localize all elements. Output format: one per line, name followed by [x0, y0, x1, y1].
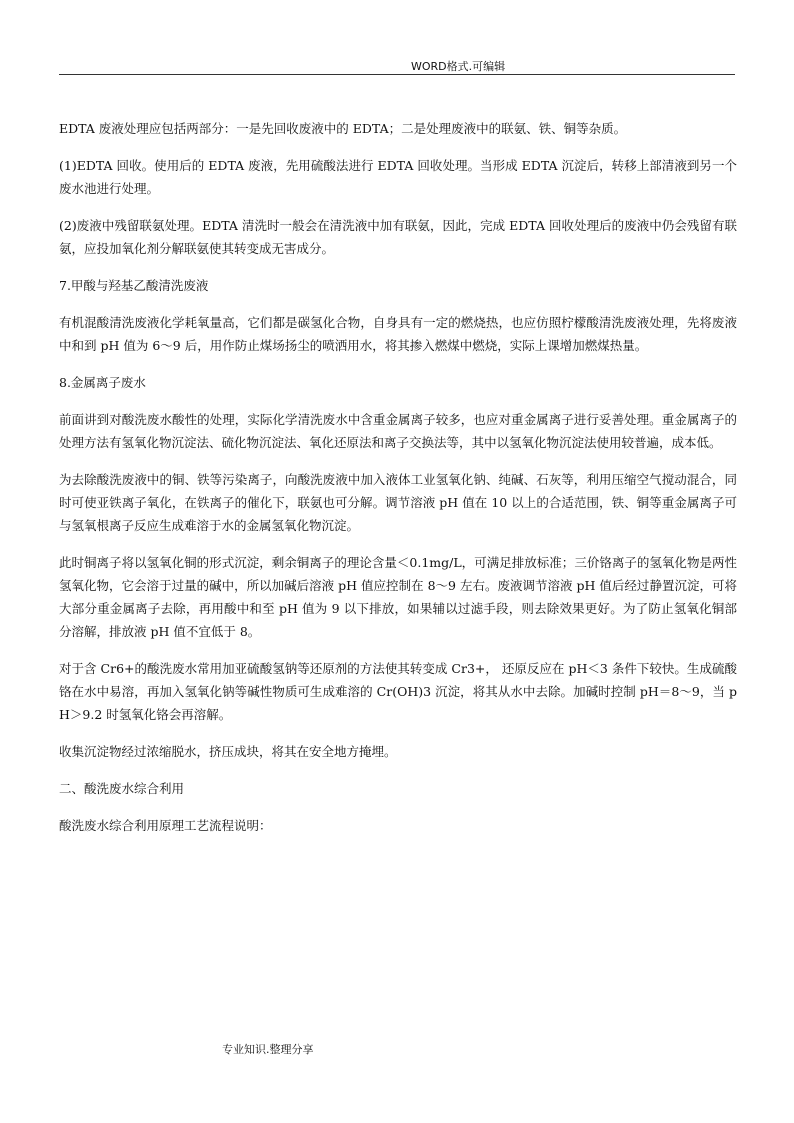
- section-heading-metal-ion: 8.金属离子废水: [59, 375, 146, 390]
- page-footer: 专业知识.整理分享: [222, 1043, 314, 1056]
- paragraph-process-description: 酸洗废水综合利用原理工艺流程说明：: [59, 818, 272, 833]
- paragraph-copper-hydroxide: 此时铜离子将以氢氧化铜的形式沉淀，剩余铜离子的理论含量＜0.1mg/L，可满足排放标准；三价铬离子的氢氧化物是两性氢氧化物，它会溶于过量的碱中，所以加碱后溶液 pH 值应控制在 8～9 左右。废液调节溶液 pH 值后经过静置沉淀，可将大部分重金属离子去除，再用酸中和至 pH 值为 9 以下排放，如果辅以过滤手段，则去除效果更好。为了防止氢氧化铜部分溶解，排放液 pH 值不宜低于 8。: [59, 555, 737, 639]
- paragraph-copper-iron-removal: 为去除酸洗废液中的铜、铁等污染离子，向酸洗废液中加入液体工业氢氧化钠、纯碱、石灰等，利用压缩空气搅动混合，同时可使亚铁离子氧化，在铁离子的催化下，联氨也可分解。调节溶液 pH 值在 10 以上的合适范围，铁、铜等重金属离子可与氢氧根离子反应生成难溶于水的金属氢氧化物沉淀。: [59, 472, 737, 533]
- paragraph-chromium: 对于含 Cr6+的酸洗废水常用加亚硫酸氢钠等还原剂的方法使其转变成 Cr3+， 还原反应在 pH＜3 条件下较快。生成硫酸铬在水中易溶，再加入氢氧化钠等碱性物质可生成难溶的 Cr(OH)3 沉淀，将其从水中去除。加碱时控制 pH＝8～9，当 pH＞9.2 时氢氧化铬会再溶解。: [59, 661, 737, 722]
- paragraph-organic-acid: 有机混酸清洗废液化学耗氧量高，它们都是碳氢化合物，自身具有一定的燃烧热，也应仿照柠檬酸清洗废液处理，先将废液中和到 pH 值为 6～9 后，用作防止煤场扬尘的喷洒用水，将其掺入燃煤中燃烧，实际上课增加燃煤热量。: [59, 315, 737, 353]
- section-heading-utilization: 二、酸洗废水综合利用: [59, 781, 185, 796]
- paragraph-edta-intro: EDTA 废液处理应包括两部分：一是先回收废液中的 EDTA；二是处理废液中的联氨、铁、铜等杂质。: [59, 121, 627, 136]
- section-heading-formic-acid: 7.甲酸与羟基乙酸清洗废液: [59, 278, 209, 293]
- paragraph-edta-recovery: (1)EDTA 回收。使用后的 EDTA 废液，先用硫酸法进行 EDTA 回收处理。当形成 EDTA 沉淀后，转移上部清液到另一个废水池进行处理。: [59, 158, 737, 196]
- document-body: [59, 117, 737, 851]
- header-text: WORD格式.可编辑: [411, 60, 506, 73]
- paragraph-hydrazine-treatment: (2)废液中残留联氨处理。EDTA 清洗时一般会在清洗液中加有联氨，因此，完成 EDTA 回收处理后的废液中仍会残留有联氨，应投加氧化剂分解联氨使其转变成无害成分。: [59, 218, 737, 256]
- page-header: [59, 56, 735, 75]
- paragraph-heavy-metal-methods: 前面讲到对酸洗废水酸性的处理，实际化学清洗废水中含重金属离子较多，也应对重金属离子进行妥善处理。重金属离子的处理方法有氢氧化物沉淀法、硫化物沉淀法、氧化还原法和离子交换法等，其中以氢氧化物沉淀法使用较普遍，成本低。: [59, 412, 737, 450]
- paragraph-sediment-disposal: 收集沉淀物经过浓缩脱水，挤压成块，将其在安全地方掩埋。: [59, 744, 397, 759]
